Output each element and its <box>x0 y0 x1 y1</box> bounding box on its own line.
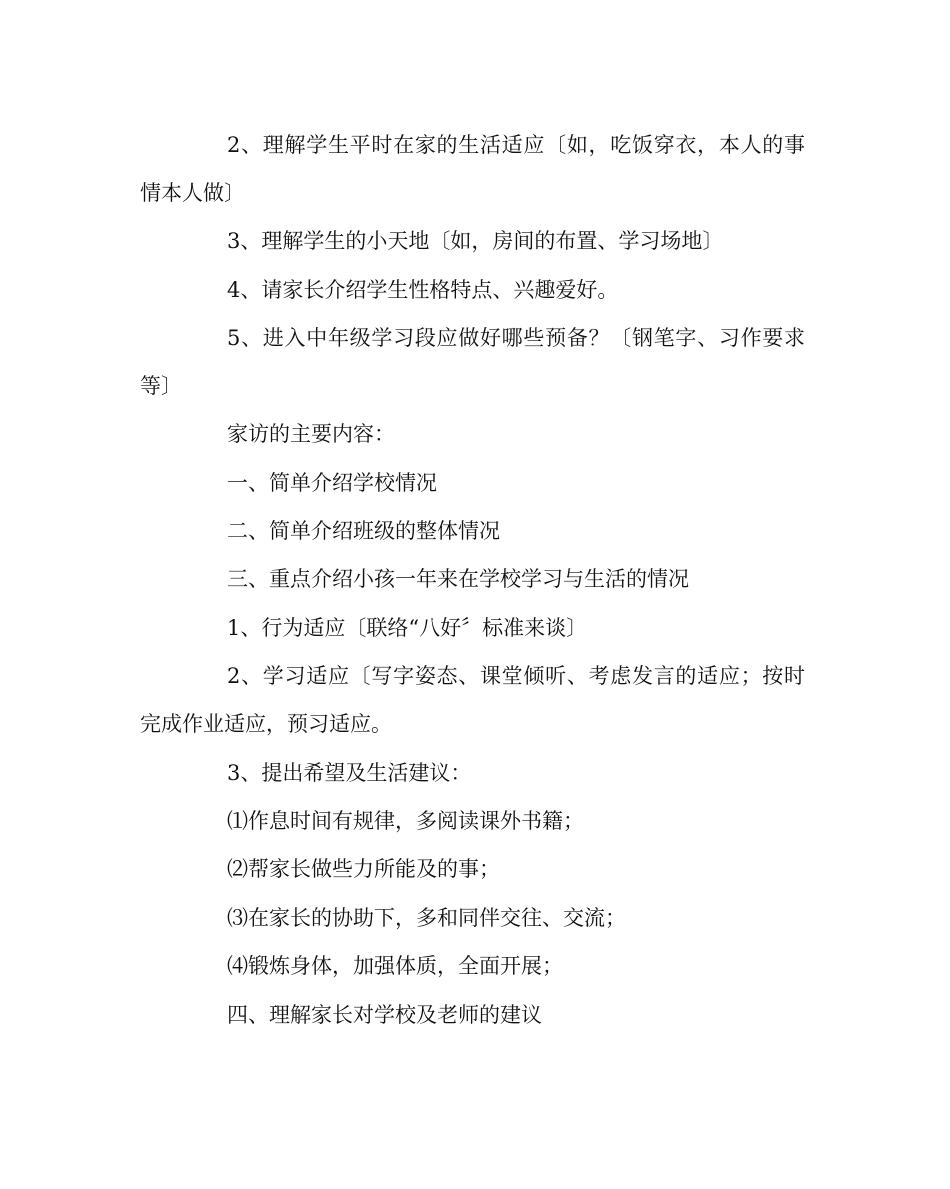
paragraph-section-4: 四、理解家长对学校及老师的建议 <box>227 1003 542 1027</box>
paragraph-subitem-2: 2、学习适应〔写字姿态、课堂倾听、考虑发言的适应；按时完成作业适应，预习适应。 <box>140 664 805 736</box>
paragraph-section-heading: 家访的主要内容： <box>227 422 395 446</box>
paragraph-suggestion-1: ⑴作息时间有规律，多阅读课外书籍； <box>227 809 584 833</box>
paragraph-section-3: 三、重点介绍小孩一年来在学校学习与生活的情况 <box>227 567 689 591</box>
paragraph-item-4: 4、请家长介绍学生性格特点、兴趣爱好。 <box>227 278 619 302</box>
paragraph-item-3: 3、理解学生的小天地〔如，房间的布置、学习场地〕 <box>227 229 724 253</box>
paragraph-section-1: 一、简单介绍学校情况 <box>227 471 437 495</box>
paragraph-item-2: 2、理解学生平时在家的生活适应〔如，吃饭穿衣，本人的事情本人做〕 <box>140 133 805 205</box>
paragraph-suggestion-2: ⑵帮家长做些力所能及的事； <box>227 857 500 881</box>
paragraph-suggestion-3: ⑶在家长的协助下，多和同伴交往、交流； <box>227 906 626 930</box>
paragraph-section-2: 二、简单介绍班级的整体情况 <box>227 519 500 543</box>
paragraph-suggestion-4: ⑷锻炼身体，加强体质，全面开展； <box>227 954 563 978</box>
paragraph-subitem-3: 3、提出希望及生活建议： <box>227 761 472 785</box>
paragraph-item-5: 5、进入中年级学习段应做好哪些预备？〔钢笔字、习作要求等〕 <box>140 326 805 398</box>
paragraph-subitem-1: 1、行为适应〔联络“八好〞标准来谈〕 <box>227 616 588 640</box>
